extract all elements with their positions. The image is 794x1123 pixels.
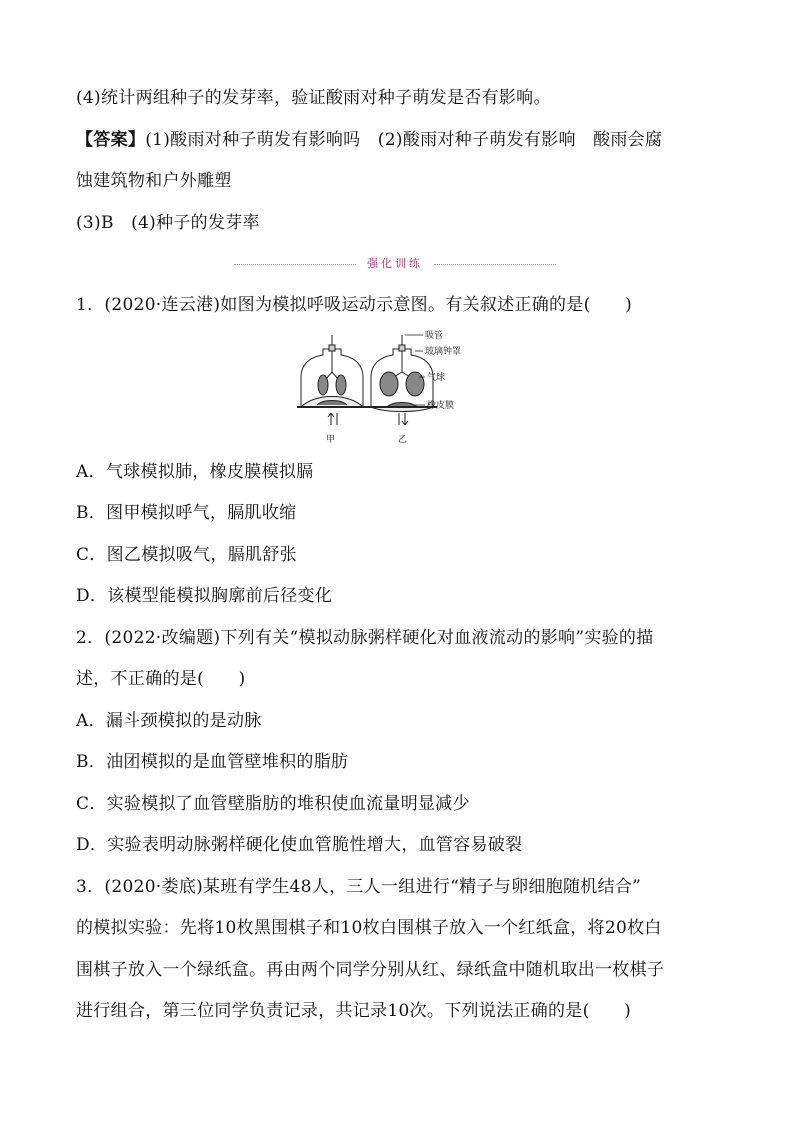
- q2-stem-line-1: 2．(2022·改编题)下列有关“模拟动脉粥样硬化对血液流动的影响”实验的描: [76, 628, 654, 648]
- answer-text-1: (1)酸雨对种子萌发有影响吗 (2)酸雨对种子萌发有影响 酸雨会腐: [145, 130, 663, 150]
- q1-option-b: B．图甲模拟呼气，膈肌收缩: [76, 503, 297, 523]
- q2-option-b: B．油团模拟的是血管壁堆积的脂肪: [76, 752, 349, 772]
- q1-stem: 1．(2020·连云港)如图为模拟呼吸运动示意图。有关叙述正确的是( ): [76, 295, 633, 315]
- q3-stem-line-1: 3．(2020·娄底)某班有学生48人，三人一组进行“精子与卵细胞随机结合”: [76, 877, 642, 897]
- breathing-model-diagram: [295, 327, 505, 449]
- section-divider: [234, 256, 556, 272]
- section-title: 强化训练: [367, 257, 423, 270]
- answer-line-1: [76, 129, 662, 151]
- text-line-1: (4)统计两组种子的发芽率，验证酸雨对种子萌发是否有影响。: [76, 88, 551, 108]
- q2-option-c: C．实验模拟了血管壁脂肪的堆积使血流量明显减少: [76, 794, 470, 814]
- q3-stem-line-2: 的模拟实验：先将10枚黑围棋子和10枚白围棋子放入一个红纸盒，将20枚白: [76, 918, 662, 938]
- q3-stem-line-4: 进行组合，第三位同学负责记录，共记录10次。下列说法正确的是( ): [76, 1001, 632, 1021]
- q1-option-c: C．图乙模拟吸气，膈肌舒张: [76, 545, 297, 565]
- q2-option-d: D．实验表明动脉粥样硬化使血管脆性增大，血管容易破裂: [76, 835, 523, 855]
- q3-stem-line-3: 围棋子放入一个绿纸盒。再由两个同学分别从红、绿纸盒中随机取出一枚棋子: [76, 960, 665, 980]
- answer-line-2: 蚀建筑物和户外雕塑: [76, 171, 232, 191]
- q2-stem-line-2: 述，不正确的是( ): [76, 669, 246, 689]
- label-balloon: 气球: [427, 373, 446, 383]
- divider-rule-right: [434, 264, 556, 265]
- answer-tag: 【答案】: [76, 130, 146, 150]
- q1-option-a: A．气球模拟肺，橡皮膜模拟膈: [76, 462, 314, 482]
- label-membrane: 橡皮膜: [427, 401, 455, 411]
- breathing-model-figure: [295, 327, 505, 449]
- label-jar: 玻璃钟罩: [425, 347, 462, 357]
- jar-left: [297, 335, 367, 425]
- q2-option-a: A．漏斗颈模拟的是动脉: [76, 711, 262, 731]
- label-left: 甲: [326, 435, 336, 445]
- q1-option-d: D．该模型能模拟胸廓前后径变化: [76, 586, 333, 606]
- divider-rule-left: [234, 264, 356, 265]
- label-right: 乙: [398, 435, 408, 445]
- label-tube: 吸管: [425, 331, 444, 341]
- answer-line-3: (3)B (4)种子的发芽率: [76, 213, 260, 233]
